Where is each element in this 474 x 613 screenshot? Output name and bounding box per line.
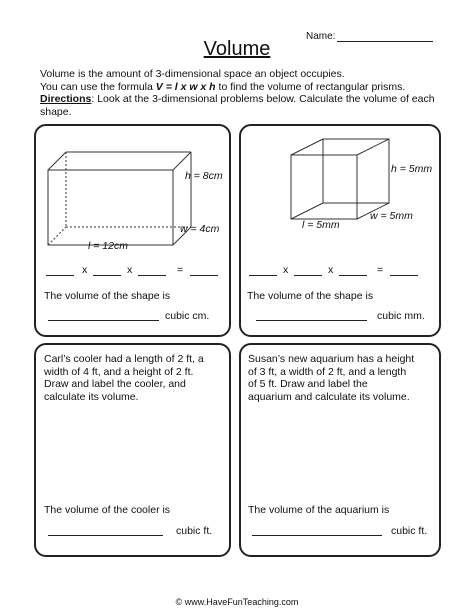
- unit-1: cubic cm.: [165, 310, 210, 322]
- unit-3: cubic ft.: [176, 525, 213, 537]
- length-label-1: l = 12cm: [88, 240, 128, 252]
- page-title: Volume: [203, 38, 271, 60]
- problem-3-text: [44, 353, 204, 403]
- times-2a: x: [283, 264, 289, 276]
- cube-diagram: [239, 124, 441, 337]
- times-1b: x: [127, 264, 133, 276]
- height-label-2: h = 5mm: [391, 163, 433, 175]
- unit-4: cubic ft.: [391, 525, 428, 537]
- problem-4-line-3: of 5 ft. Draw and label the: [248, 378, 368, 390]
- problem-4-text: [248, 353, 414, 403]
- directions-text: : Look at the 3-dimensional problems below. Calculate the volume of each shape.: [40, 93, 435, 118]
- blank-1a[interactable]: [46, 275, 74, 276]
- blank-1d[interactable]: [190, 275, 218, 276]
- answer-prompt-3: The volume of the cooler is: [44, 504, 171, 516]
- blank-2b[interactable]: [294, 275, 322, 276]
- length-label-2: l = 5mm: [302, 219, 340, 231]
- width-label-2: w = 5mm: [370, 210, 413, 222]
- problem-4-line-2: of 3 ft, a width of 2 ft, and a length: [248, 365, 407, 378]
- answer-prompt-4: The volume of the aquarium is: [248, 504, 390, 516]
- name-label: Name:: [306, 31, 336, 42]
- formula: V = l x w x h: [155, 80, 216, 93]
- problem-4-line-1: Susan’s new aquarium has a height: [248, 353, 415, 365]
- intro-line-2-suffix: to find the volume of rectangular prisms.: [215, 80, 406, 93]
- equals-1: =: [177, 264, 184, 276]
- blank-2d[interactable]: [390, 275, 418, 276]
- answer-prompt-1: The volume of the shape is: [44, 290, 171, 302]
- equals-2: =: [377, 264, 384, 276]
- width-label-1: w = 4cm: [180, 223, 220, 235]
- problem-3-line-1: Carl’s cooler had a length of 2 ft, a: [44, 353, 204, 365]
- times-1a: x: [82, 264, 88, 276]
- height-label-1: h = 8cm: [185, 170, 223, 182]
- answer-line-2[interactable]: [256, 320, 367, 321]
- directions-label: Directions: [40, 93, 92, 105]
- blank-1b[interactable]: [93, 275, 121, 276]
- answer-prompt-2: The volume of the shape is: [247, 290, 374, 302]
- blank-2a[interactable]: [249, 275, 277, 276]
- unit-2: cubic mm.: [377, 310, 425, 322]
- intro-line-2-prefix: You can use the formula: [40, 80, 156, 93]
- problem-3-line-2: width of 4 ft, and a height of 2 ft.: [44, 365, 194, 378]
- directions: [40, 93, 440, 118]
- intro-line-1: Volume is the amount of 3-dimensional space an object occupies.: [40, 68, 345, 80]
- intro-text: [40, 68, 440, 118]
- intro-line-2: [40, 81, 440, 94]
- blank-2c[interactable]: [339, 275, 367, 276]
- problem-3-line-4: calculate its volume.: [44, 390, 139, 403]
- answer-line-1[interactable]: [48, 320, 159, 321]
- problem-3-line-3: Draw and label the cooler, and: [44, 378, 186, 390]
- answer-line-3[interactable]: [48, 535, 163, 536]
- times-2b: x: [328, 264, 334, 276]
- footer-credit: © www.HaveFunTeaching.com: [175, 597, 299, 607]
- blank-1c[interactable]: [138, 275, 166, 276]
- answer-line-4[interactable]: [252, 535, 382, 536]
- problem-4-line-4: aquarium and calculate its volume.: [248, 390, 410, 403]
